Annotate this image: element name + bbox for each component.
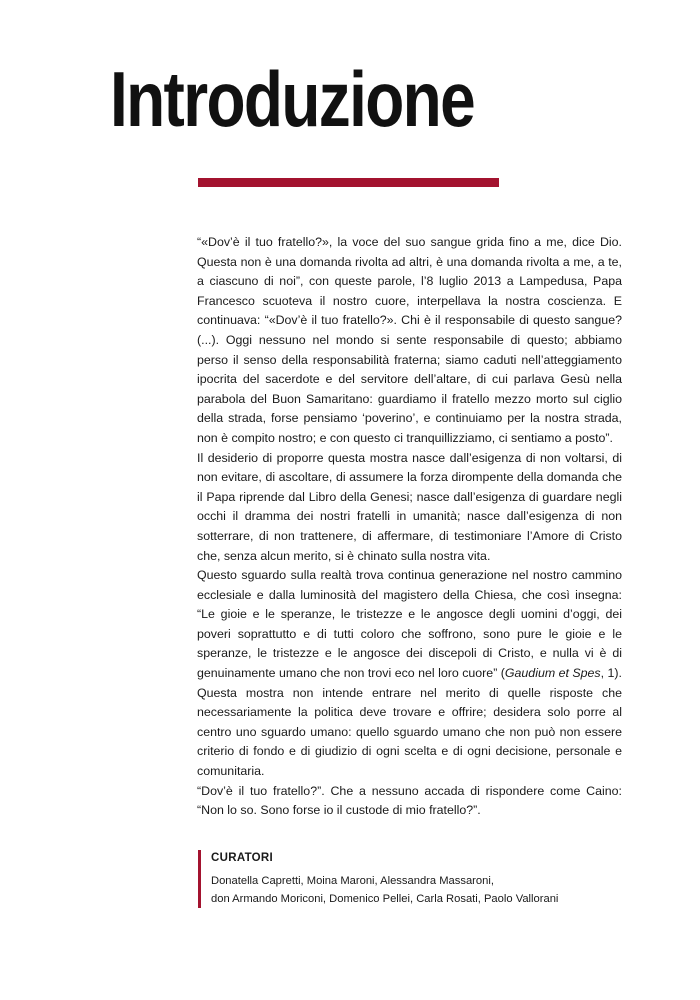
citation-title: Gaudium et Spes [504, 666, 601, 681]
curators-heading: CURATORI [211, 852, 274, 864]
paragraph-3 [197, 566, 622, 684]
paragraph-5: “Dov’è il tuo fratello?”. Che a nessuno accada di rispondere come Caino: “Non lo so. Sono forse io il custode di mio fratello?”. [197, 783, 622, 818]
introduction-body [197, 233, 622, 821]
curators-names-line-2: don Armando Moriconi, Domenico Pellei, Carla Rosati, Paolo Vallorani [211, 893, 559, 905]
page-title: Introduzione [110, 55, 475, 143]
paragraph-3-citation-end: , 1). [600, 666, 622, 681]
paragraph-4: Questa mostra non intende entrare nel merito di quelle risposte che necessariamente la politica deve trovare e offrire; desidera solo porre al centro uno sguardo umano: quello sguardo umano che non può non essere criterio di fondo e di giudizio di ogni scelta e di ogni decisione, personale e comunitaria. [197, 685, 622, 779]
paragraph-3-text: Questo sguardo sulla realtà trova continua generazione nel nostro cammino ecclesiale e dalla luminosità del magistero della Chiesa, che così insegna: “Le gioie e le speranze, le tristezze e le angosce degli uomini d’oggi, dei poveri soprattutto e di tutti coloro che soffrono, sono pure le gioie e le speranze, le tristezze e le angosce dei discepoli di Cristo, e nulla vi è di genuinamente umano che non trovi eco nel loro cuore” ( [197, 568, 622, 681]
paragraph-2: Il desiderio di proporre questa mostra nasce dall’esigenza di non voltarsi, di non evitare, di ascoltare, di assumere la forza dirompente della domanda che il Papa riprende dal Libro della Genesi; nasce dall’esigenza di guardare negli occhi il dramma dei nostri fratelli in umanità; nasce dall’esigenza di non sotterrare, di non trattenere, di affermare, di testimoniare l’Amore di Cristo che, senza alcun merito, si è chinato sulla nostra vita. [197, 450, 622, 563]
curators-names [211, 872, 651, 908]
paragraph-1: “«Dov’è il tuo fratello?», la voce del suo sangue grida fino a me, dice Dio. Questa non è una domanda rivolta ad altri, è una domanda rivolta a me, a te, a ciascuno di noi”, con queste parole, l’8 luglio 2013 a Lampedusa, Papa Francesco scuoteva il nostro cuore, interpellava la nostra coscienza. E continuava: “«Dov’è il tuo fratello?». Chi è il responsabile di questo sangue? (...). Oggi nessuno nel mondo si sente responsabile di questo; abbiamo perso il senso della responsabilità fraterna; siamo caduti nell’atteggiamento ipocrita del sacerdote e del servitore dell’altare, di cui parlava Gesù nella parabola del Buon Samaritano: guardiamo il fratello mezzo morto sul ciglio della strada, forse pensiamo ‘poverino’, e continuiamo per la nostra strada, non è compito nostro; e con questo ci tranquillizziamo, ci sentiamo a posto”. [197, 235, 622, 445]
curators-names-line-1: Donatella Capretti, Moina Maroni, Alessandra Massaroni, [211, 875, 494, 887]
title-underline-bar [198, 178, 499, 187]
curators-block [198, 850, 651, 908]
